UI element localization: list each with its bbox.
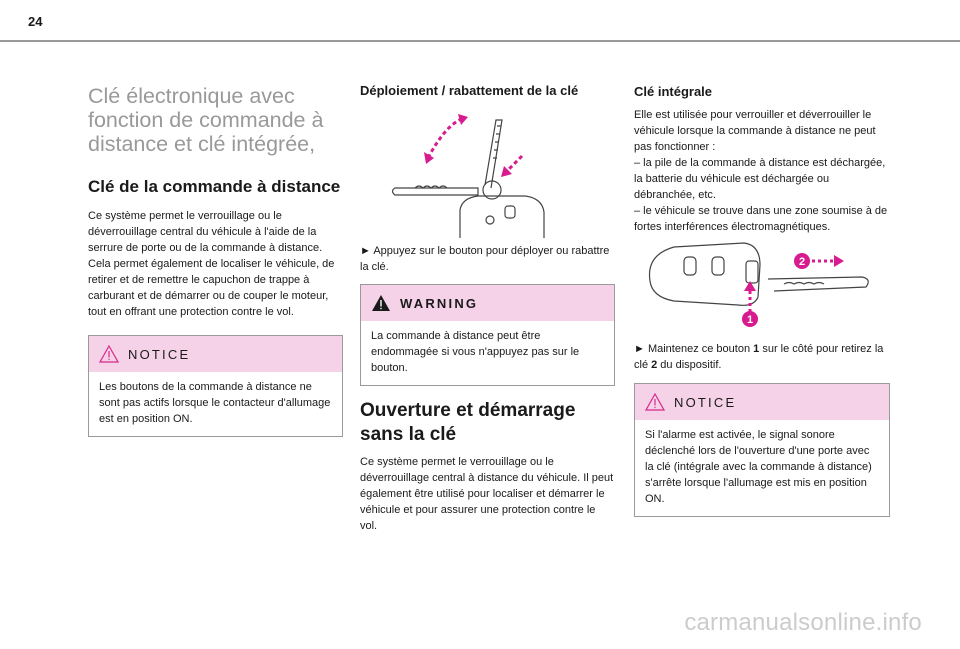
watermark: carmanualsonline.info [684, 609, 922, 636]
notice-label: NOTICE [128, 346, 191, 362]
instruction-suffix: du dispositif. [657, 359, 722, 371]
integral-key-figure [634, 235, 890, 335]
notice-header [89, 336, 342, 372]
warning-text: La commande à distance peut être endommagée si vous n'appuyez pas sur le bouton. [371, 330, 580, 374]
pull-arrow-icon [834, 255, 844, 267]
instruction-prefix: ► Maintenez ce bouton [634, 343, 754, 355]
notice-text-2: Si l'alarme est activée, le signal sonore déclenché lors de l'ouverture d'une porte avec la clé (intégrale avec la commande à distance) s'arrête lorsque l'allumage est mis en position ON. [645, 429, 872, 505]
section-heading-remote-key: Clé de la commande à distance [88, 177, 341, 196]
keyless-paragraph: Ce système permet le verrouillage ou le déverrouillage central à distance du véhicule. Il peut également être utilisé pour localiser et démarrer le véhicule et pour assurer une protection contre le vol. [360, 456, 614, 532]
integral-key-bullet-1: – la pile de la commande à distance est déchargée, la batterie du véhicule est déchargée ou débranchée, etc. [634, 157, 886, 201]
instruction-key-number: 2 [651, 359, 658, 371]
notice-warning-icon [99, 345, 119, 363]
key-deploy-figure [360, 100, 615, 238]
page-number: 24 [28, 14, 43, 29]
notice-box-2 [634, 383, 890, 517]
warning-box [360, 284, 615, 386]
arrow-up-icon [458, 114, 468, 125]
remote-key-paragraph: Ce système permet le verrouillage ou le déverrouillage central du véhicule à l'aide de la serrure de porte ou de la commande à distance. Cela permet également de localiser le véhicule, de retirer et de remettre le capuchon de trappe à carburant et de démarrer ou de couper le moteur, tout en offrant une protection contre le vol. [88, 210, 335, 318]
chapter-title: Clé électronique avec fonction de commande à distance et clé intégrée, [88, 84, 324, 156]
remove-key-instruction [634, 341, 890, 373]
keyless-heading: Ouverture et démarrage sans la clé [360, 400, 576, 445]
column-left [88, 66, 343, 437]
callout-2-label: 2 [798, 256, 806, 268]
notice-header-2 [635, 384, 889, 420]
header-rule [0, 40, 960, 42]
instruction-button-number: 1 [753, 343, 760, 355]
notice-text: Les boutons de la commande à distance ne sont pas actifs lorsque le contacteur d'allumage est en position ON. [99, 381, 331, 425]
warning-label: WARNING [400, 295, 479, 311]
column-middle [360, 66, 615, 534]
column-right [634, 66, 890, 517]
notice-warning-icon-2 [645, 393, 665, 411]
deploy-instruction: ► Appuyez sur le bouton pour déployer ou rabattre la clé. [360, 245, 610, 273]
key-deploy-heading: Déploiement / rabattement de la clé [360, 83, 579, 98]
notice-label-2: NOTICE [674, 394, 737, 410]
instruction-middle: sur le côté pour retirez la clé [634, 343, 884, 371]
warning-header [361, 285, 614, 321]
notice-box [88, 335, 343, 437]
warning-icon [371, 294, 391, 312]
integral-key-heading: Clé intégrale [634, 84, 713, 99]
integral-key-bullet-2: – le véhicule se trouve dans une zone soumise à de fortes interférences électromagnétiques. [634, 205, 888, 233]
callout-1-label: 1 [746, 314, 754, 326]
integral-key-intro: Elle est utilisée pour verrouiller et déverrouiller le véhicule lorsque la commande à distance ne peut pas fonctionner : [634, 109, 876, 153]
